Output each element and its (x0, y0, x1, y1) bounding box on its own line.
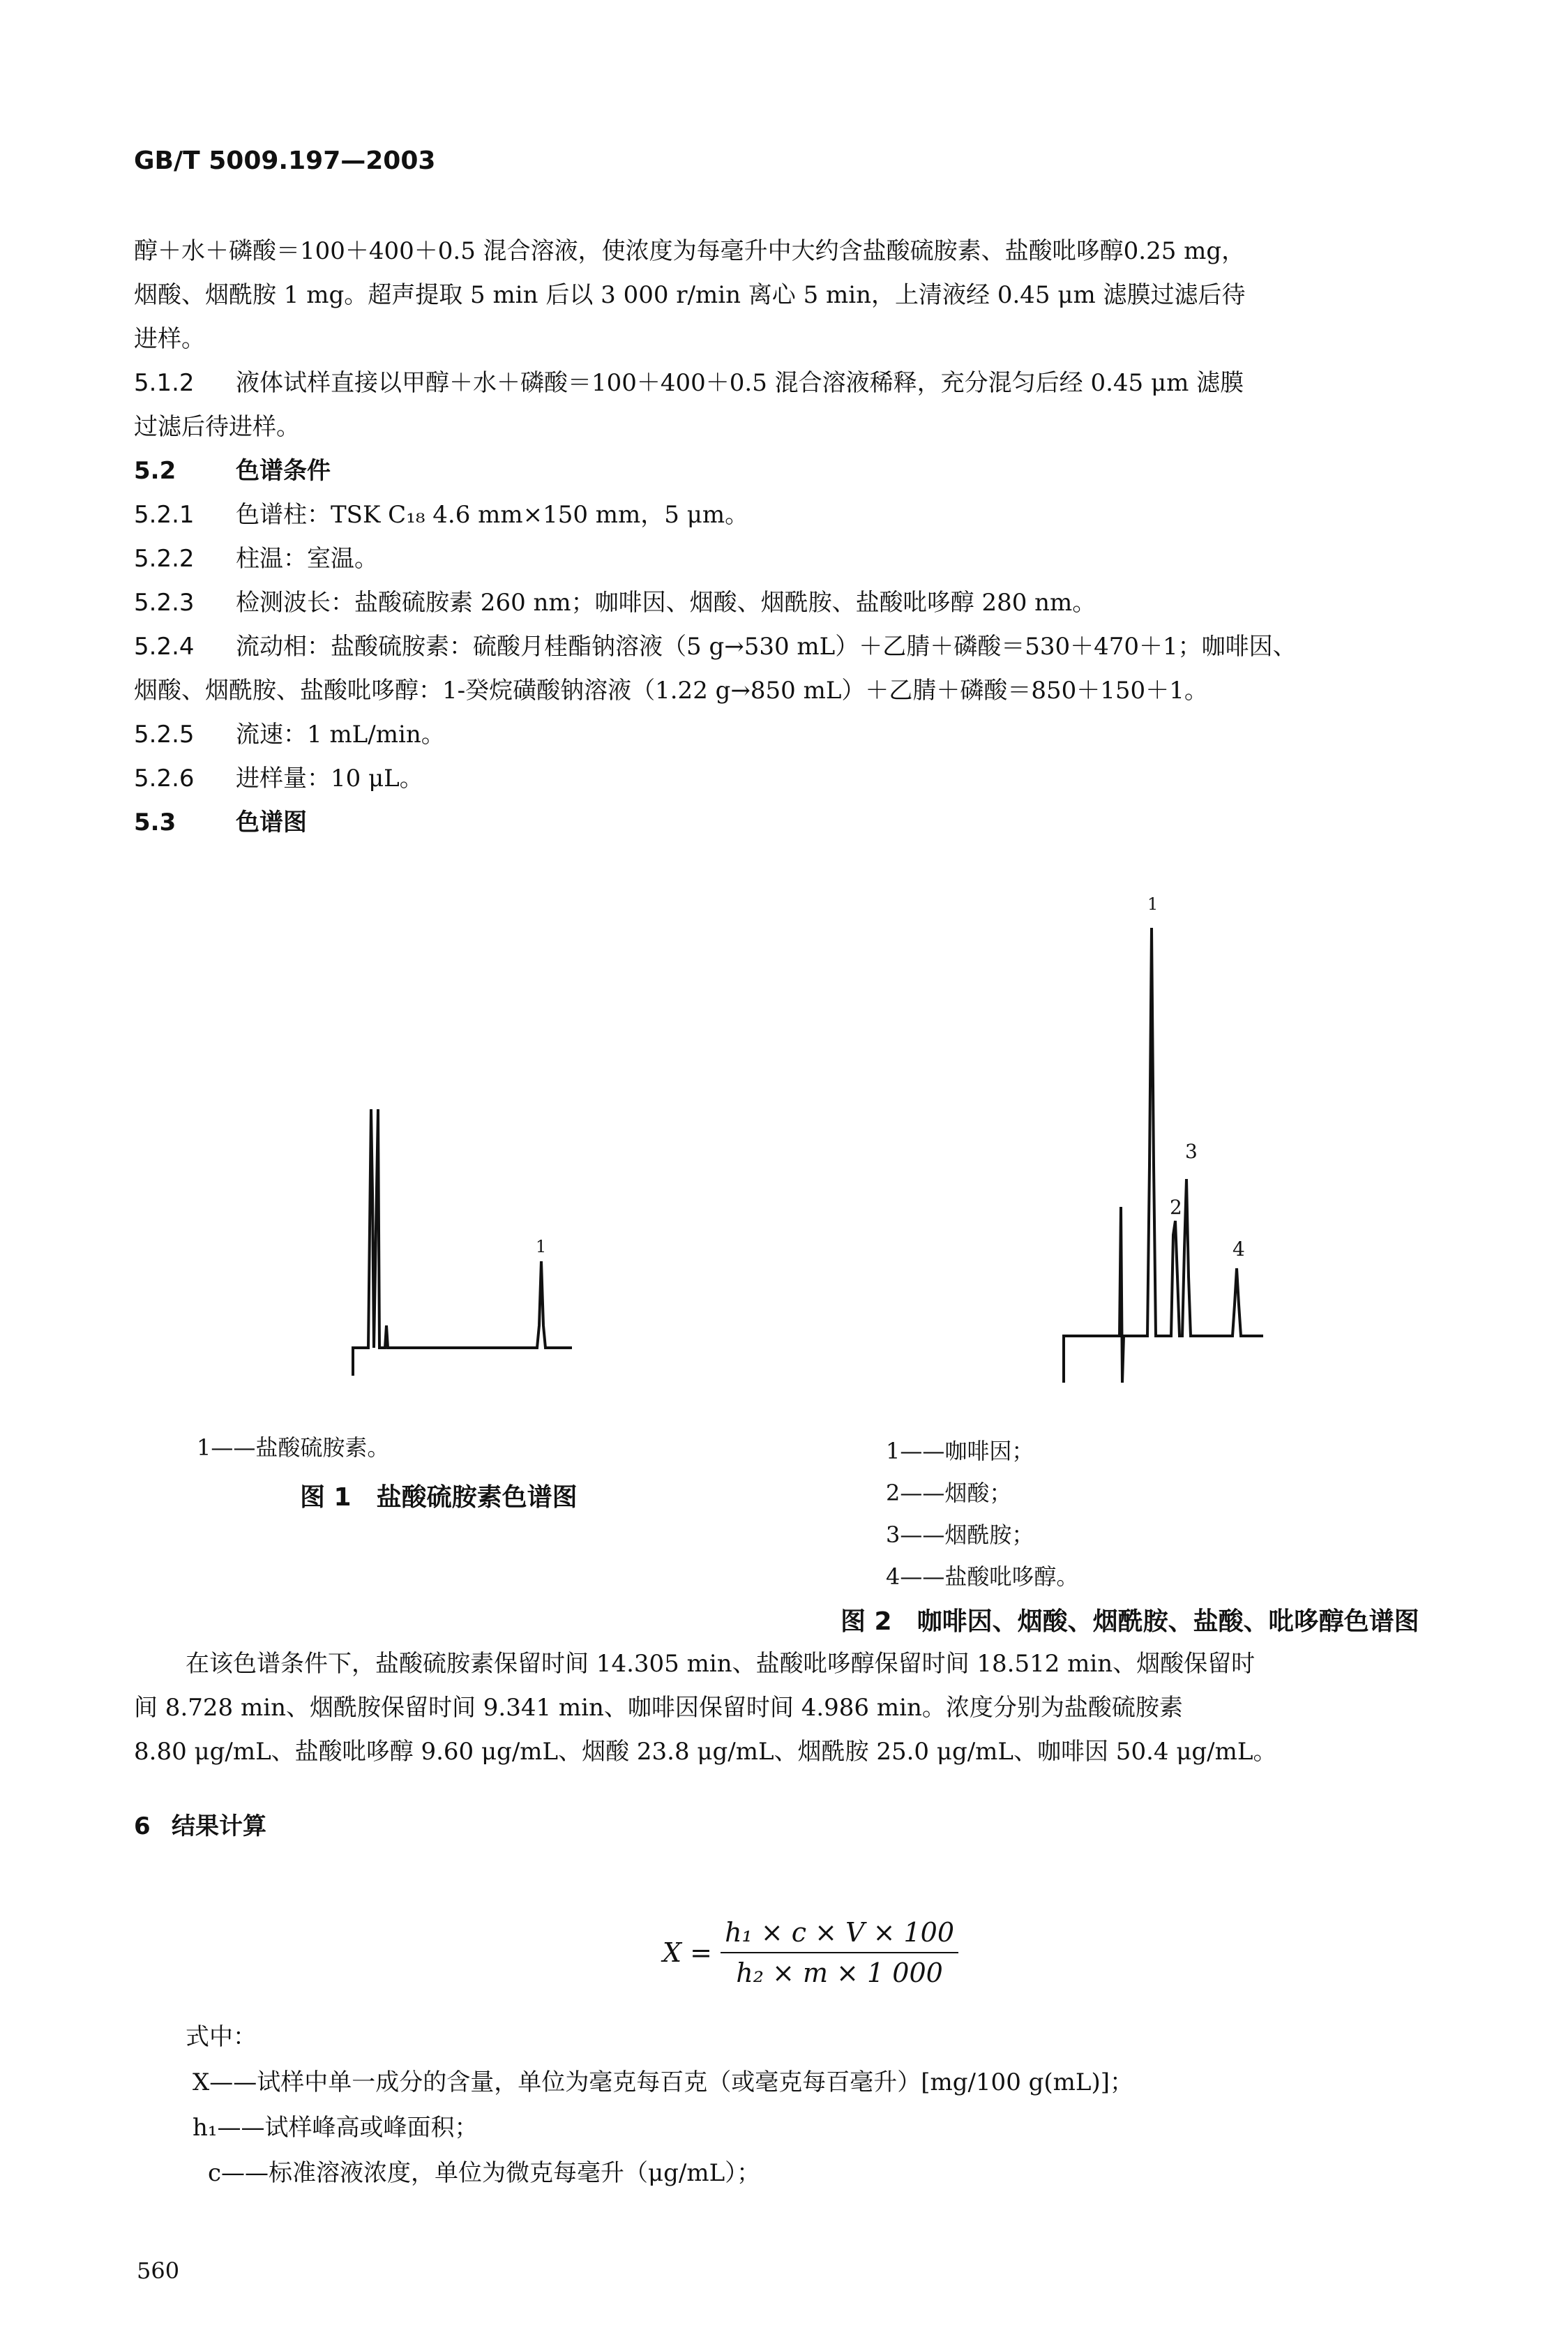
clause-5-1-2 (134, 362, 1244, 404)
section-number: 6 (134, 1812, 151, 1840)
paragraph-line: 8.80 μg/mL、盐酸吡哆醇 9.60 μg/mL、烟酸 23.8 μg/mL、烟酰胺 25.0 μg/mL、咖啡因 50.4 μg/mL。 (134, 1738, 1277, 1766)
paragraph-line: 进样。 (134, 325, 205, 353)
clause-5-2-6 (134, 758, 423, 799)
chromatogram-figure-1 (335, 1088, 586, 1381)
figure-2-legend-item: 4——盐酸吡哆醇。 (886, 1563, 1079, 1590)
clause-5-2-5 (134, 714, 445, 756)
clause-5-2-4-cont: 烟酸、烟酰胺、盐酸吡哆醇：1-癸烷磺酸钠溶液（1.22 g→850 mL）＋乙腈＋磷酸＝850＋150＋1。 (134, 677, 1208, 705)
clause-5-2-1 (134, 494, 748, 536)
peak-label: 4 (1232, 1238, 1245, 1261)
figure-2-legend-item: 3——烟酰胺； (886, 1522, 1034, 1548)
clause-number: 5.1.2 (134, 369, 195, 397)
clause-number: 5.2.3 (134, 589, 195, 617)
clause-text: 检测波长：盐酸硫胺素 260 nm；咖啡因、烟酸、烟酰胺、盐酸吡哆醇 280 nm。 (236, 589, 1096, 617)
chromatogram-trace (1064, 928, 1263, 1383)
peak-label: 2 (1170, 1196, 1182, 1219)
chromatogram-figure-2 (1050, 886, 1280, 1388)
section-number: 5.3 (134, 809, 176, 836)
clause-text: 进样量：10 μL。 (236, 765, 423, 792)
figure-2-legend-item: 2——烟酸； (886, 1480, 1012, 1506)
clause-text: 液体试样直接以甲醇＋水＋磷酸＝100＋400＋0.5 混合溶液稀释，充分混匀后经 0.45 μm 滤膜 (236, 369, 1244, 397)
document-header: GB/T 5009.197—2003 (134, 146, 436, 175)
formula-lhs: X = (663, 1937, 712, 1968)
figure-2-legend-item: 1——咖啡因； (886, 1438, 1034, 1464)
clause-number: 5.2.6 (134, 765, 195, 792)
clause-5-2-3 (134, 582, 1096, 624)
figure-1-title: 图 1 盐酸硫胺素色谱图 (300, 1483, 578, 1512)
clause-number: 5.2.1 (134, 501, 195, 529)
variable-definition: h₁——试样峰高或峰面积； (193, 2114, 478, 2142)
peak-label: 1 (536, 1237, 547, 1256)
section-5-3 (134, 802, 307, 843)
figure-2-title: 图 2 咖啡因、烟酸、烟酰胺、盐酸、吡哆醇色谱图 (840, 1607, 1419, 1636)
clause-number: 5.2.5 (134, 721, 195, 749)
page-number: 560 (137, 2257, 180, 2284)
clause-number: 5.2.4 (134, 633, 195, 661)
variable-definition: X——试样中单一成分的含量，单位为毫克每百克（或毫克每百毫升）[mg/100 g(mL)]； (193, 2068, 1134, 2096)
where-label: 式中： (186, 2023, 257, 2051)
paragraph-line: 间 8.728 min、烟酰胺保留时间 9.341 min、咖啡因保留时间 4.986 min。浓度分别为盐酸硫胺素 (134, 1694, 1183, 1722)
paragraph-line: 在该色谱条件下，盐酸硫胺素保留时间 14.305 min、盐酸吡哆醇保留时间 18.512 min、烟酸保留时 (186, 1650, 1256, 1678)
peak-label: 3 (1185, 1140, 1198, 1163)
variable-definition: c——标准溶液浓度，单位为微克每毫升（μg/mL）； (208, 2159, 761, 2187)
peak-label: 1 (1147, 894, 1159, 914)
clause-5-2-2 (134, 538, 378, 580)
section-5-2 (134, 450, 331, 492)
section-6 (134, 1805, 266, 1847)
section-title: 结果计算 (172, 1812, 266, 1840)
clause-5-1-2-cont: 过滤后待进样。 (134, 413, 300, 441)
clause-text: 色谱柱：TSK C₁₈ 4.6 mm×150 mm，5 μm。 (236, 501, 749, 529)
clause-5-2-4 (134, 626, 1297, 668)
result-formula (663, 1917, 958, 1988)
clause-text: 柱温：室温。 (236, 545, 378, 573)
formula-numerator: h₁ × c × V × 100 (721, 1917, 958, 1953)
clause-text: 流速：1 mL/min。 (236, 721, 445, 749)
clause-number: 5.2.2 (134, 545, 195, 573)
paragraph-line: 烟酸、烟酰胺 1 mg。超声提取 5 min 后以 3 000 r/min 离心 5 min，上清液经 0.45 μm 滤膜过滤后待 (134, 281, 1246, 309)
section-title: 色谱图 (236, 809, 307, 836)
section-title: 色谱条件 (236, 457, 331, 485)
figure-1-legend-item: 1——盐酸硫胺素。 (197, 1434, 390, 1461)
section-number: 5.2 (134, 457, 176, 485)
formula-denominator: h₂ × m × 1 000 (736, 1958, 943, 1988)
clause-text: 流动相：盐酸硫胺素：硫酸月桂酯钠溶液（5 g→530 mL）＋乙腈＋磷酸＝530＋470＋1；咖啡因、 (236, 633, 1297, 661)
paragraph-line: 醇＋水＋磷酸＝100＋400＋0.5 混合溶液，使浓度为每毫升中大约含盐酸硫胺素、盐酸吡哆醇0.25 mg， (134, 237, 1246, 265)
formula-fraction (721, 1917, 958, 1988)
